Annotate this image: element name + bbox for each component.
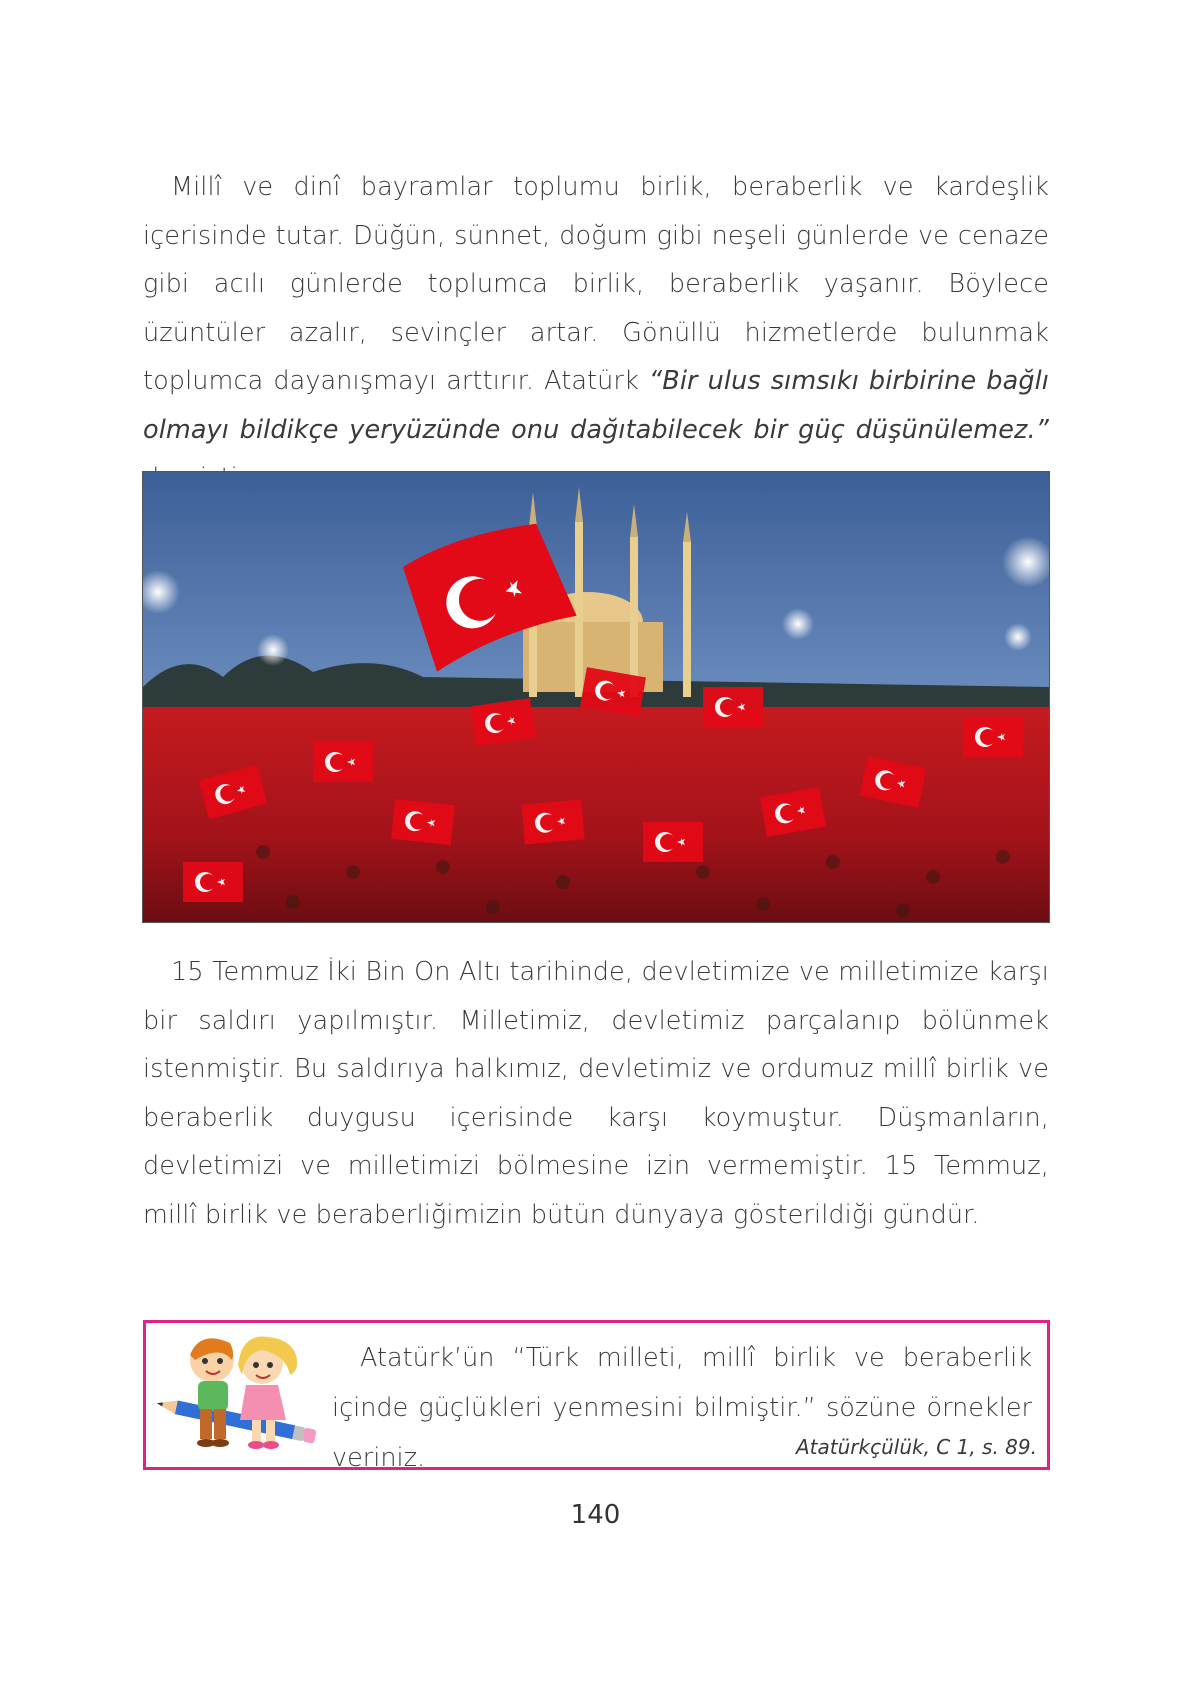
children-on-pencil-illustration: [150, 1325, 322, 1465]
paragraph-15-july: [143, 948, 1049, 1239]
paragraph-text: 15 Temmuz İki Bin On Altı tarihinde, devletimize ve milletimize karşı bir saldırı yapılmıştır. Milletimiz, devletimiz parçalanıp bölünmek istenmiştir. Bu saldırıya halkımız, devletimiz ve ordumuz millî birlik ve beraberlik duygusu içerisinde karşı koymuştur. Düşmanların, devletimizi ve milletimizi bölmesine izin vermemiştir. 15 Temmuz, millî birlik ve beraberliğimizin bütün dünyaya gösterildiği gündür.: [143, 957, 1049, 1230]
activity-box: [143, 1320, 1050, 1473]
activity-question-text: Atatürk’ün “Türk milleti, millî birlik ve beraberlik içinde güçlükleri yenmesini bilmiştir.” sözüne örnekler veriniz.: [332, 1343, 1032, 1473]
ataturk-quote: “Bir ulus sımsıkı birbirine bağlı olmayı bildikçe yeryüzünde onu dağıtabilecek bir güç düşünülemez.”: [143, 366, 1049, 445]
crowd-flags-photo: [142, 471, 1050, 923]
citation: Atatürkçülük, C 1, s. 89.: [795, 1435, 1037, 1459]
paragraph-unity-bayrams: [143, 163, 1049, 503]
page-number: 140: [570, 1500, 621, 1530]
activity-question: [332, 1333, 1032, 1483]
paragraph-text: Millî ve dinî bayramlar toplumu birlik, beraberlik ve kardeşlik içerisinde tutar. Düğün, sünnet, doğum gibi neşeli günlerde ve cenaze gibi acılı günlerde toplumca birlik, beraberlik yaşanır. Böylece üzüntüler azalır, sevinçler artar. Gönüllü hizmetlerde bulunmak toplumca dayanışmayı arttırır. Atatürk: [143, 172, 1049, 396]
